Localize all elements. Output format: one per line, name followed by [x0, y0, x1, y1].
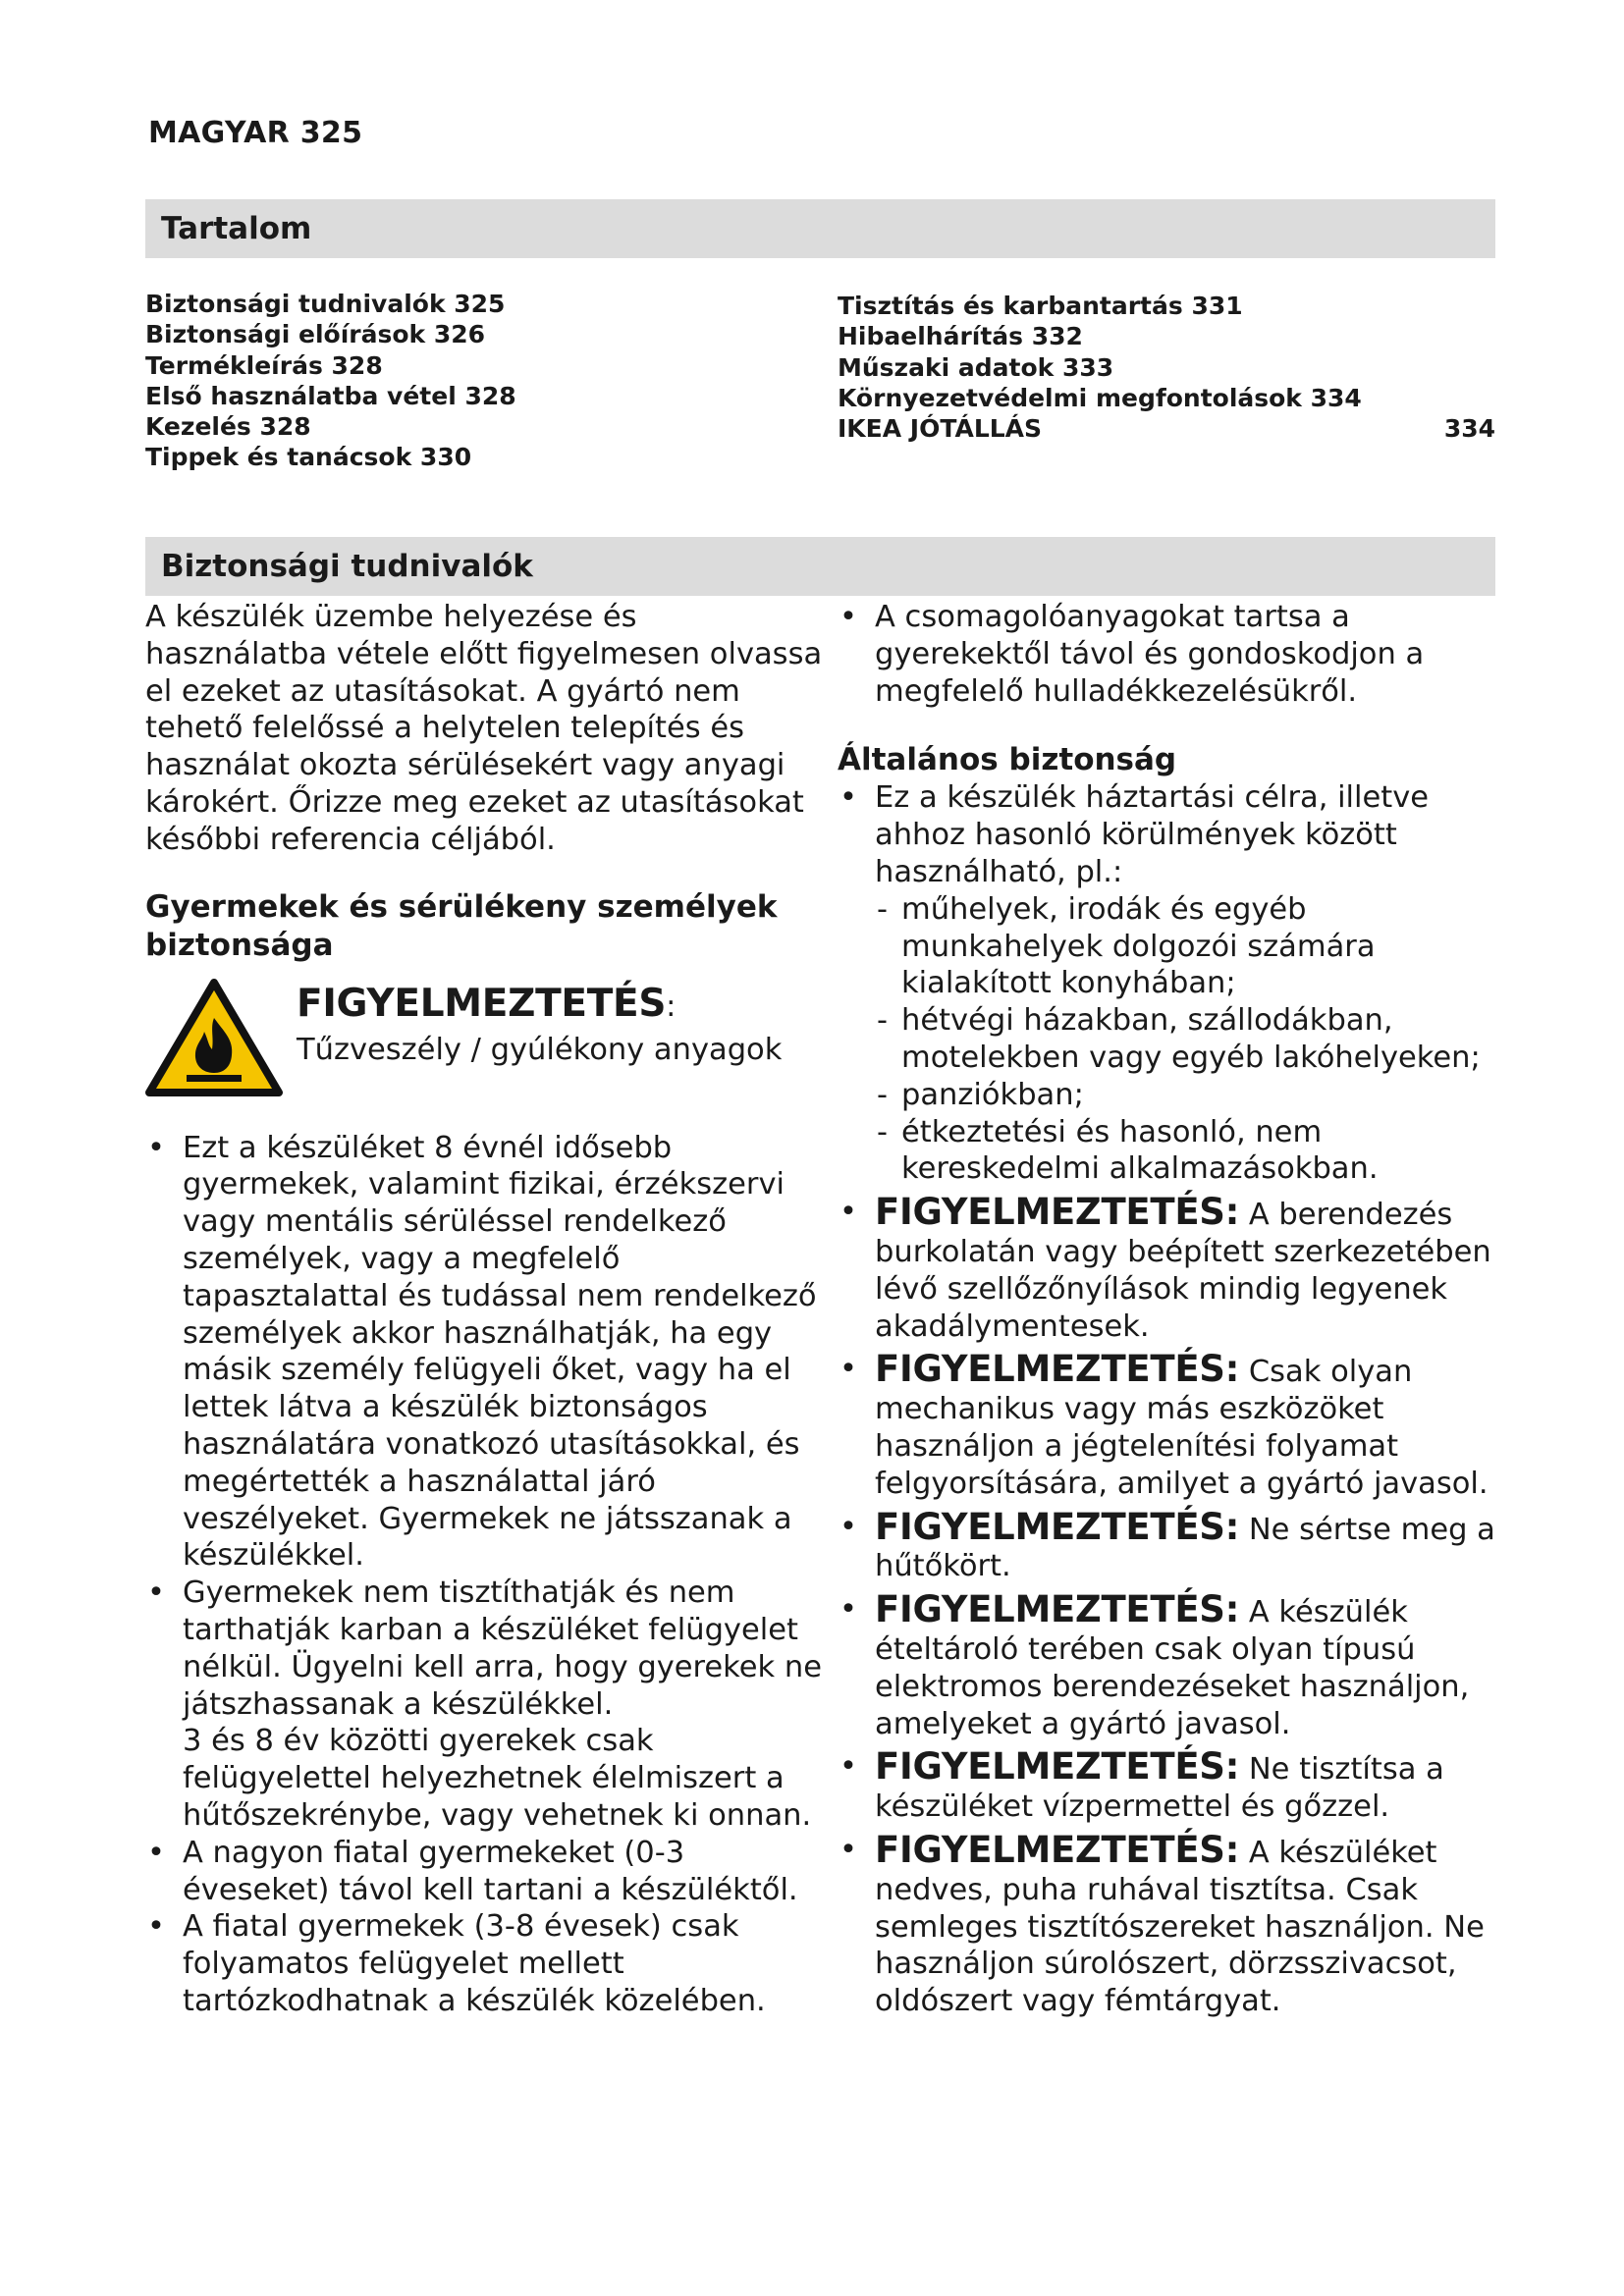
toc-left-column [145, 289, 813, 473]
toc-entry-page: 334 [1443, 414, 1495, 444]
toc-entry-label: IKEA JÓTÁLLÁS [838, 414, 1043, 444]
flammable-warning-icon [145, 977, 283, 1098]
warning-item [838, 1828, 1505, 2020]
warnings-list [838, 1191, 1505, 2020]
fire-warning [145, 977, 823, 1098]
warning-keyword: FIGYELMEZTETÉS: [875, 1348, 1240, 1391]
list-item: • Ezt a készüléket 8 évnél idősebb gyermekek, valamint fizikai, érzékszervi vagy mentális sérüléssel rendelkező személyek, vagy a megfelelő tapasztalattal és tudással nem rendelkező személyek akkor használhatják, ha egy másik személy felügyeli őket, vagy ha el lettek látva a készülék biztonságos használatára vonatkozó utasításokkal, és megértették a használattal járó veszélyeket. Gyermekek ne játsszanak a készülékkel. [145, 1130, 823, 1575]
warning-item [838, 1745, 1505, 1826]
toc-entry[interactable]: Termékleírás 328 [145, 350, 383, 380]
warning-keyword: FIGYELMEZTETÉS: [875, 1191, 1240, 1234]
warning-text: A készülék ételtároló terében csak olyan típusú elektromos berendezéseket használjon, amelyeket a gyártó javasol. [875, 1595, 1470, 1741]
toc-entry[interactable]: Műszaki adatok 333 [838, 352, 1114, 382]
warning-item [838, 1348, 1505, 1502]
right-column [838, 599, 1505, 2020]
warning-keyword: FIGYELMEZTETÉS: [875, 1505, 1240, 1548]
page-header: MAGYAR 325 [148, 116, 363, 150]
toc-entry[interactable]: Kezelés 328 [145, 412, 311, 442]
intro-paragraph: A készülék üzembe helyezése és használatba vétele előtt figyelmesen olvassa el ezeket az utasításokat. A gyártó nem tehető felelőssé a helytelen telepítés és használat okozta sérülésekért vagy anyagi károkért. Őrizze meg ezeket az utasításokat későbbi referencia céljából. [145, 600, 823, 857]
warning-item [838, 1191, 1505, 1345]
toc-entry-warranty[interactable] [838, 413, 1495, 444]
list-item: • A nagyon fiatal gyermekeket (0-3 éveseket) távol kell tartani a készüléktől. [145, 1835, 823, 1909]
warning-text: A berendezés burkolatán vagy beépített szerkezetében lévő szellőzőnyílások mindig legyenek akadálymentesek. [875, 1198, 1491, 1344]
toc-entry[interactable]: Tippek és tanácsok 330 [145, 443, 472, 472]
toc-entry[interactable]: Környezetvédelmi megfontolások 334 [838, 383, 1362, 412]
warning-text: Csak olyan mechanikus vagy más eszközöket használjon a jégtelenítési folyamat felgyorsítására, amilyet a gyártó javasol. [875, 1355, 1489, 1501]
warning-keyword: FIGYELMEZTETÉS [297, 981, 667, 1026]
section-heading: Biztonsági tudnivalók [145, 537, 1495, 596]
warning-text: : Tűzveszély / gyúlékony anyagok [297, 988, 783, 1067]
children-list [145, 1130, 823, 2020]
general-safety-heading: Általános biztonság [838, 742, 1177, 778]
left-column [145, 599, 823, 2020]
toc-entry[interactable]: Hibaelhárítás 332 [838, 322, 1083, 351]
fire-warning-text [297, 983, 823, 1072]
toc-entry[interactable]: Biztonsági előírások 326 [145, 320, 486, 349]
list-item-continuation: 3 és 8 év közötti gyerekek csak felügyelettel helyezhetnek élelmiszert a hűtőszekrénybe, vagy vehetnek ki onnan. [183, 1724, 812, 1833]
warning-keyword: FIGYELMEZTETÉS: [875, 1588, 1240, 1631]
warning-text: A készüléket nedves, puha ruhával tisztítsa. Csak semleges tisztítószereket használjon. Ne használjon súrolószert, dörzsszivacsot, oldószert vagy fémtárgyat. [875, 1835, 1485, 2019]
sub-list-item: - étkeztetési és hasonló, nem kereskedelmi alkalmazásokban. [838, 1114, 1505, 1189]
list-item: • Gyermekek nem tisztíthatják és nem tarthatják karban a készüléket felügyelet nélkül. Ügyelni kell arra, hogy gyerekek ne játszhassanak a készülékkel. [145, 1575, 823, 1723]
toc-entry[interactable]: Biztonsági tudnivalók 325 [145, 290, 506, 318]
list-item: • A csomagolóanyagokat tartsa a gyerekektől távol és gondoskodjon a megfelelő hulladékkezelésükről. [838, 599, 1505, 710]
warning-keyword: FIGYELMEZTETÉS: [875, 1745, 1240, 1789]
warning-item [838, 1505, 1505, 1586]
warning-keyword: FIGYELMEZTETÉS: [875, 1828, 1240, 1871]
toc-entry[interactable]: Tisztítás és karbantartás 331 [838, 292, 1243, 320]
warning-item [838, 1588, 1505, 1742]
toc-heading: Tartalom [145, 199, 1495, 258]
sub-list-item: - panziókban; [838, 1077, 1505, 1114]
sub-list-item: - hétvégi házakban, szállodákban, motelekben vagy egyéb lakóhelyeken; [838, 1002, 1505, 1077]
warning-text: Ne sértse meg a hűtőkört. [875, 1512, 1495, 1584]
toc-entry[interactable]: Első használatba vétel 328 [145, 381, 516, 410]
sub-list-item: - műhelyek, irodák és egyéb munkahelyek dolgozói számára kialakított konyhában; [838, 891, 1505, 1002]
children-safety-heading: Gyermekek és sérülékeny személyek biztonsága [145, 888, 778, 963]
list-item: • Ez a készülék háztartási célra, illetve ahhoz hasonló körülmények között használható, pl.: [838, 779, 1505, 890]
list-item: • A fiatal gyermekek (3-8 évesek) csak folyamatos felügyelet mellett tartózkodhatnak a készülék közelében. [145, 1908, 823, 2019]
toc-right-column [838, 291, 1495, 444]
warning-text: Ne tisztítsa a készüléket vízpermettel és gőzzel. [875, 1752, 1444, 1825]
